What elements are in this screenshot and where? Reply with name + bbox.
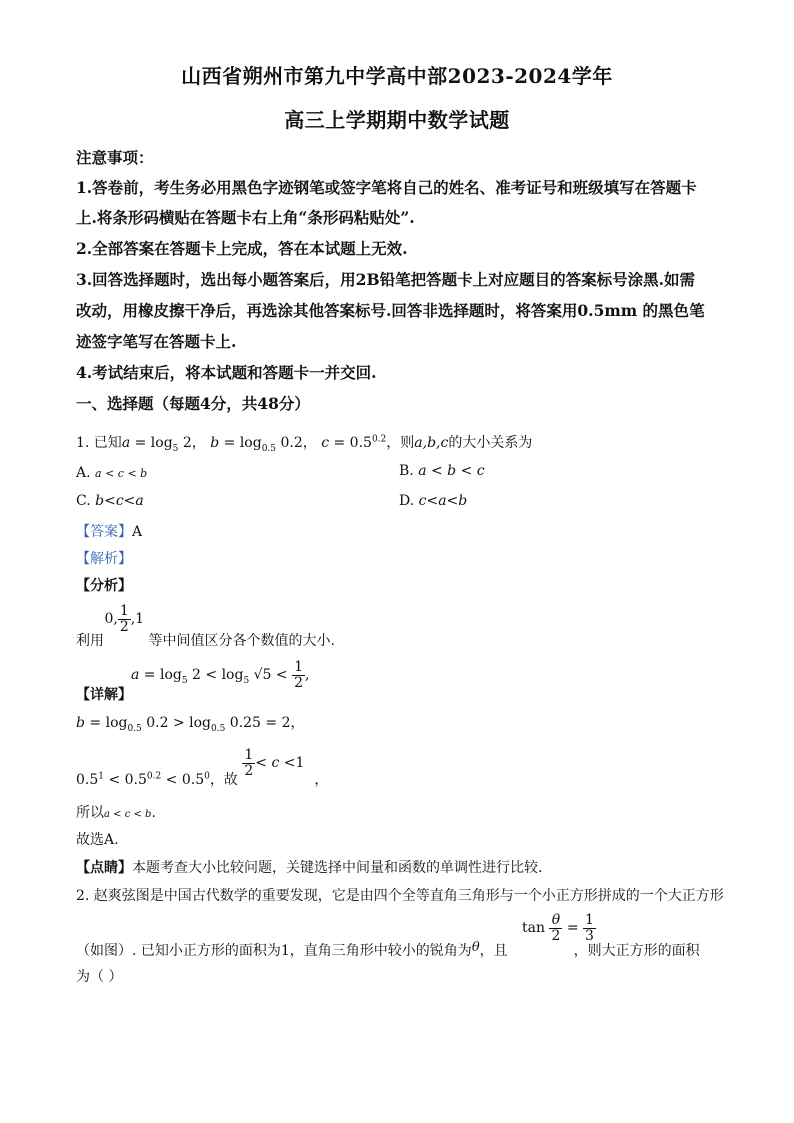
q2-line2-c: ，则大正方形的面积 — [573, 943, 700, 959]
q1-option-a — [76, 465, 147, 481]
q1-detail-c: $0.5^1 < 0.5^{0.2} < 0.5^0$，故 $\frac{1}{2}$ < c <1， — [76, 747, 329, 789]
q2-line2-b: ，且 — [479, 943, 508, 959]
q2-line3: 为（ ） — [76, 969, 123, 985]
dianjing-text: 本题考查大小比较问题，关键选择中间量和函数的单调性进行比较. — [132, 860, 543, 876]
fenxi-middle-values: 0, $\frac{1}{2}$ ,1 — [104, 603, 145, 635]
exam-title-line1: 山西省朔州市第九中学高中部2023-2024学年 — [181, 64, 613, 88]
q1-detail-tag: 【详解】 — [76, 687, 132, 703]
q2-line2 — [76, 940, 700, 960]
option-d-text: c<a<b — [418, 493, 468, 509]
notice-item-3c: 迹签字笔写在答题卡上. — [76, 332, 237, 351]
notice-item-1a: 1.答卷前，考生务必用黑色字迹钢笔或签字笔将自己的姓名、准考证号和班级填写在答题卡 — [76, 178, 697, 197]
q2-line2-a: （如图）. 已知小正方形的面积为1，直角三角形中较小的锐角为 — [76, 943, 472, 959]
option-c-label: C. — [76, 493, 91, 509]
so-prefix: 所以 — [76, 805, 104, 821]
q1-option-c — [76, 493, 144, 509]
option-b-text: a < b < c — [418, 463, 485, 479]
q1-expr-a: $a = \log_5 2$ — [121, 435, 192, 454]
q1-expr-b: $b = \log_{0.5} 0.2$ — [210, 435, 303, 454]
q1-prefix: 1. 已知 — [76, 435, 122, 451]
notice-item-3a: 3.回答选择题时，选出每小题答案后，用2B铅笔把答题卡上对应题目的答案标号涂黑.如需 — [76, 270, 695, 289]
exam-title-line2: 高三上学期期中数学试题 — [284, 108, 510, 132]
q1-option-d — [399, 493, 467, 509]
q1-option-b — [399, 463, 485, 479]
notice-item-3b: 改动，用橡皮擦干净后，再选涂其他答案标号.回答非选择题时，将答案用0.5mm 的黑色笔 — [76, 301, 705, 320]
q1-choose: 故选A. — [76, 832, 119, 848]
fenxi-prefix: 利用 — [76, 633, 104, 649]
q1-detail-b: $b = \log_{0.5} 0.2 > \log_{0.5} 0.25 = 2$， — [76, 715, 305, 734]
notice-heading: 注意事项： — [76, 148, 154, 167]
fenxi-suffix: 等中间值区分各个数值的大小. — [148, 633, 335, 649]
notice-item-1b: 上.将条形码横贴在答题卡右上角“条形码粘贴处”. — [76, 208, 415, 227]
option-d-label: D. — [399, 493, 415, 509]
so-expr: a < c < b — [104, 809, 152, 820]
answer-tag: 【答案】 — [76, 524, 132, 540]
q1-expr-c: $c = 0.5^{0.2}$ — [321, 434, 387, 451]
option-c-text: b<c<a — [95, 493, 144, 509]
q1-detail-a: $a = \log_5 2 < \log_5 √5$ < $\frac{1}{2}$ , — [131, 659, 310, 691]
option-a-label: A. — [76, 465, 91, 481]
notice-item-4: 4.考试结束后，将本试题和答题卡一并交回. — [76, 363, 377, 382]
q1-so — [76, 802, 156, 822]
section-heading: 一、选择题（每题4分，共48分） — [76, 394, 310, 413]
q1-analysis-tag: 【解析】 — [76, 551, 132, 567]
q1-fenxi-tag: 【分析】 — [76, 578, 132, 594]
notice-item-2: 2.全部答案在答题卡上完成，答在本试题上无效. — [76, 239, 408, 258]
q1-fenxi-line — [76, 603, 335, 649]
option-a-text: a < c < b — [95, 467, 148, 480]
dianjing-tag: 【点睛】 — [76, 860, 132, 876]
q1-ask: 的大小关系为 — [448, 435, 533, 451]
q1-dianjing — [76, 857, 542, 877]
q2-theta: θ — [471, 940, 480, 955]
option-b-label: B. — [399, 463, 414, 479]
so-end: . — [151, 805, 156, 821]
q2-tan-expr: tan $\frac{\theta}{2}$ = $\frac{1}{3}$ — [522, 912, 594, 944]
q1-relation-tail: ，则 — [386, 435, 415, 451]
q2-line1: 2. 赵爽弦图是中国古代数学的重要发现，它是由四个全等直角三角形与一个小正方形拼成的一个大正方形 — [76, 888, 724, 904]
q1-stem: 1. 已知$a = \log_5 2$， $b = \log_{0.5} 0.2$， $c = 0.5^{0.2}$，则a,b,c的大小关系为 — [76, 434, 533, 454]
q1-vars: a,b,c — [414, 435, 449, 451]
q1-answer — [76, 521, 142, 541]
answer-value: A — [132, 524, 143, 540]
